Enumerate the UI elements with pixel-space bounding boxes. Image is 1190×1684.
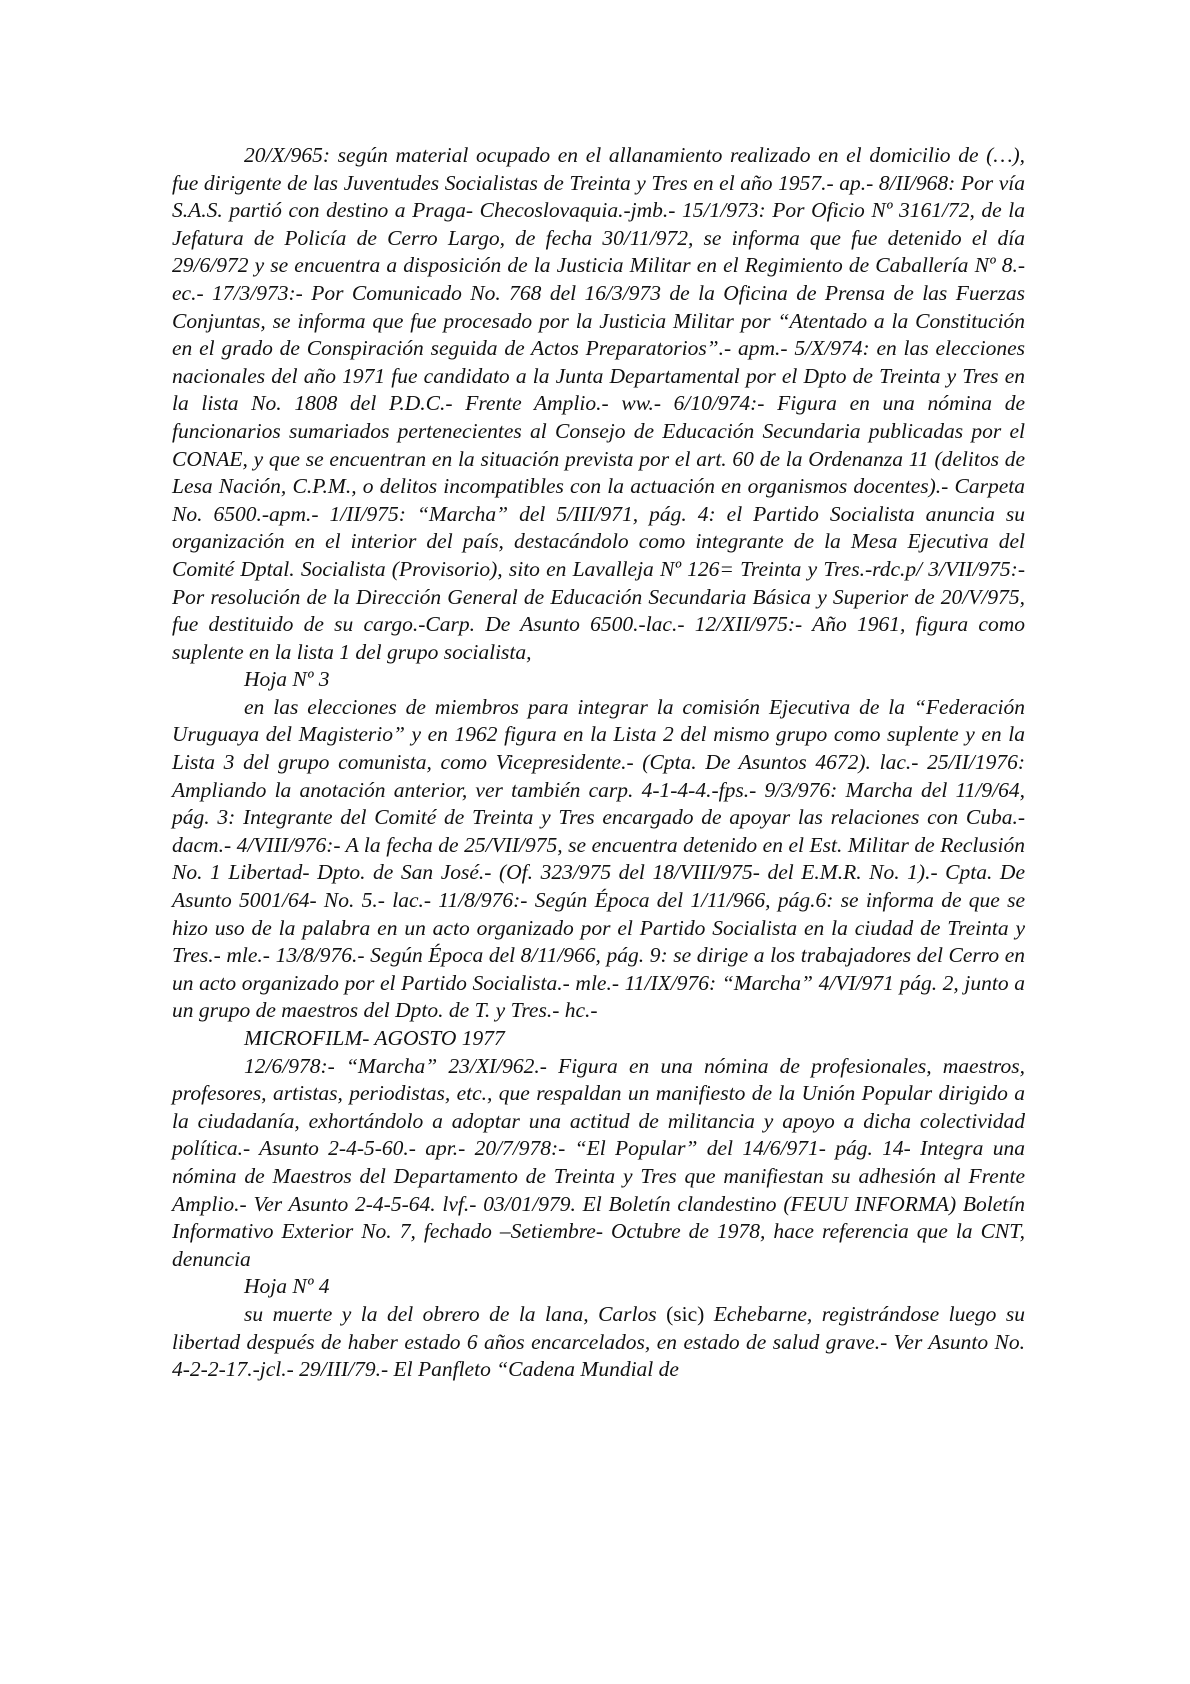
microfilm-heading: MICROFILM- AGOSTO 1977 — [244, 1026, 505, 1050]
document-body — [172, 142, 1025, 1384]
paragraph-4-text-start: su muerte y la del obrero de la lana, Carlos — [244, 1301, 667, 1326]
sheet-number-3: Hoja Nº 3 — [244, 667, 330, 692]
record-entries-paragraph-1: 20/X/965: según material ocupado en el allanamiento realizado en el domicilio de (…), fue dirigente de las Juventudes Socialistas de Treinta y Tres en el año 1957.- ap.- 8/II/968: Por vía S.A.S. partió con destino a Praga- Checoslovaquia.-jmb.- 15/1/973: Por Oficio Nº 3161/72, de la Jefatura de Policía de Cerro Largo, de fecha 30/11/972, se informa que fue detenido el día 29/6/972 y se encuentra a disposición de la Justicia Militar en el Regimiento de Caballería Nº 8.- ec.- 17/3/973:- Por Comunicado No. 768 del 16/3/973 de la Oficina de Prensa de las Fuerzas Conjuntas, se informa que fue procesado por la Justicia Militar por “Atentado a la Constitución en el grado de Conspiración seguida de Actos Preparatorios”.- apm.- 5/X/974: en las elecciones nacionales del año 1971 fue candidato a la Junta Departamental por el Dpto de Treinta y Tres en la lista No. 1808 del P.D.C.- Frente Amplio.- ww.- 6/10/974:- Figura en una nómina de funcionarios sumariados pertenecientes al Consejo de Educación Secundaria publicadas por el CONAE, y que se encuentran en la situación prevista por el art. 60 de la Ordenanza 11 (delitos de Lesa Nación, C.P.M., o delitos incompatibles con la actuación en organismos docentes).- Carpeta No. 6500.-apm.- 1/II/975: “Marcha” del 5/III/971, pág. 4: el Partido Socialista anuncia su organización en el interior del país, destacándolo como integrante de la Mesa Ejecutiva del Comité Dptal. Socialista (Provisorio), sito en Lavalleja Nº 126= Treinta y Tres.-rdc.p/ 3/VII/975:- Por resolución de la Dirección General de Educación Secundaria Básica y Superior de 20/V/975, fue destituido de su cargo.-Carp. De Asunto 6500.-lac.- 12/XII/975:- Año 1961, figura como suplente en la lista 1 del grupo socialista, — [172, 143, 1025, 664]
record-entries-paragraph-2: en las elecciones de miembros para integrar la comisión Ejecutiva de la “Federación Uruguaya del Magisterio” y en 1962 figura en la Lista 2 del mismo grupo como suplente y en la Lista 3 del grupo comunista, como Vicepresidente.- (Cpta. De Asuntos 4672). lac.- 25/II/1976: Ampliando la anotación anterior, ver también carp. 4-1-4-4.-fps.- 9/3/976: Marcha del 11/9/64, pág. 3: Integrante del Comité de Treinta y Tres encargado de apoyar las relaciones con Cuba.-dacm.- 4/VIII/976:- A la fecha de 25/VII/975, se encuentra detenido en el Est. Militar de Reclusión No. 1 Libertad- Dpto. de San José.- (Of. 323/975 del 18/VIII/975- del E.M.R. No. 1).- Cpta. De Asunto 5001/64- No. 5.- lac.- 11/8/976:- Según Época del 1/11/966, pág.6: se informa de que se hizo uso de la palabra en un acto organizado por el Partido Socialista en la ciudad de Treinta y Tres.- mle.- 13/8/976.- Según Época del 8/11/966, pág. 9: se dirige a los trabajadores del Cerro en un acto organizado por el Partido Socialista.- mle.- 11/IX/976: “Marcha” 4/VI/971 pág. 2, junto a un grupo de maestros del Dpto. de T. y Tres.- hc.- — [172, 694, 1025, 1023]
paragraph-4-text-end: Echebarne, registrándose luego su libertad después de haber estado 6 años encarcelados, en estado de salud grave.- Ver Asunto No. 4-2-2-17.-jcl.- 29/III/79.- El Panfleto “Cadena Mundial de — [172, 1301, 1025, 1382]
record-entries-paragraph-4 — [172, 1301, 1025, 1384]
record-entries-paragraph-3: 12/6/978:- “Marcha” 23/XI/962.- Figura en una nómina de profesionales, maestros, profesores, artistas, periodistas, etc., que respaldan un manifiesto de la Unión Popular dirigido a la ciudadanía, exhortándolo a adoptar una actitud de militancia y apoyo a dicha colectividad política.- Asunto 2-4-5-60.- apr.- 20/7/978:- “El Popular” del 14/6/971- pág. 14- Integra una nómina de Maestros del Departamento de Treinta y Tres que manifiestan su adhesión al Frente Amplio.- Ver Asunto 2-4-5-64. lvf.- 03/01/979. El Boletín clandestino (FEUU INFORMA) Boletín Informativo Exterior No. 7, fechado –Setiembre- Octubre de 1978, hace referencia que la CNT, denuncia — [172, 1053, 1025, 1271]
sheet-number-4: Hoja Nº 4 — [244, 1274, 330, 1299]
sic-annotation: (sic) — [666, 1301, 705, 1326]
